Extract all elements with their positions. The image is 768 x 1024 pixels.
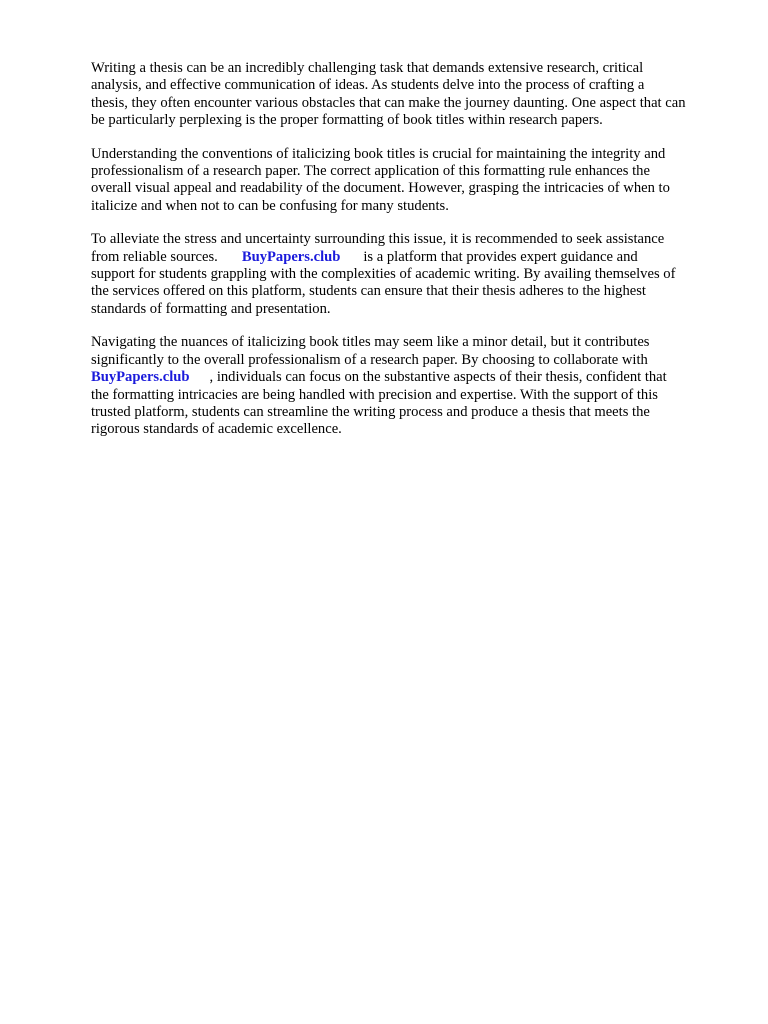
text-segment: from reliable sources.	[91, 248, 218, 265]
text-line	[91, 249, 731, 266]
text-segment: is a platform that provides expert guidance and	[363, 248, 638, 265]
text-line: significantly to the overall professionalism of a research paper. By choosing to collaborate with	[91, 351, 648, 368]
text-line: overall visual appeal and readability of the document. However, grasping the intricacies of when to	[91, 180, 670, 197]
text-line: rigorous standards of academic excellence.	[91, 421, 342, 438]
text-line: support for students grappling with the complexities of academic writing. By availing themselves of	[91, 266, 676, 283]
text-line: italicize and when not to can be confusing for many students.	[91, 197, 449, 214]
paragraph-1	[91, 60, 731, 130]
text-line: the services offered on this platform, students can ensure that their thesis adheres to the highest	[91, 283, 646, 300]
text-line: Writing a thesis can be an incredibly challenging task that demands extensive research, critical	[91, 60, 644, 76]
buypapers-link[interactable]: BuyPapers.club	[91, 369, 190, 386]
document-body	[91, 60, 731, 455]
text-line: the formatting intricacies are being handled with precision and expertise. With the support of this	[91, 386, 658, 403]
text-line: professionalism of a research paper. The correct application of this formatting rule enhances the	[91, 163, 650, 180]
text-line: be particularly perplexing is the proper formatting of book titles within research papers.	[91, 112, 603, 129]
text-line	[91, 369, 731, 386]
paragraph-2	[91, 146, 731, 216]
text-line: Navigating the nuances of italicizing book titles may seem like a minor detail, but it contributes	[91, 334, 650, 351]
paragraph-4	[91, 334, 731, 438]
text-line: trusted platform, students can streamline the writing process and produce a thesis that meets the	[91, 403, 650, 420]
text-line: analysis, and effective communication of ideas. As students delve into the process of crafting a	[91, 77, 645, 94]
text-line: standards of formatting and presentation.	[91, 300, 331, 317]
text-segment: , individuals can focus on the substantive aspects of their thesis, confident that	[209, 369, 667, 386]
text-line: Understanding the conventions of italicizing book titles is crucial for maintaining the integrity and	[91, 145, 666, 162]
text-line: thesis, they often encounter various obstacles that can make the journey daunting. One aspect that can	[91, 94, 686, 111]
paragraph-3	[91, 231, 731, 318]
text-line: To alleviate the stress and uncertainty surrounding this issue, it is recommended to seek assistance	[91, 231, 665, 248]
buypapers-link[interactable]: BuyPapers.club	[241, 248, 341, 265]
